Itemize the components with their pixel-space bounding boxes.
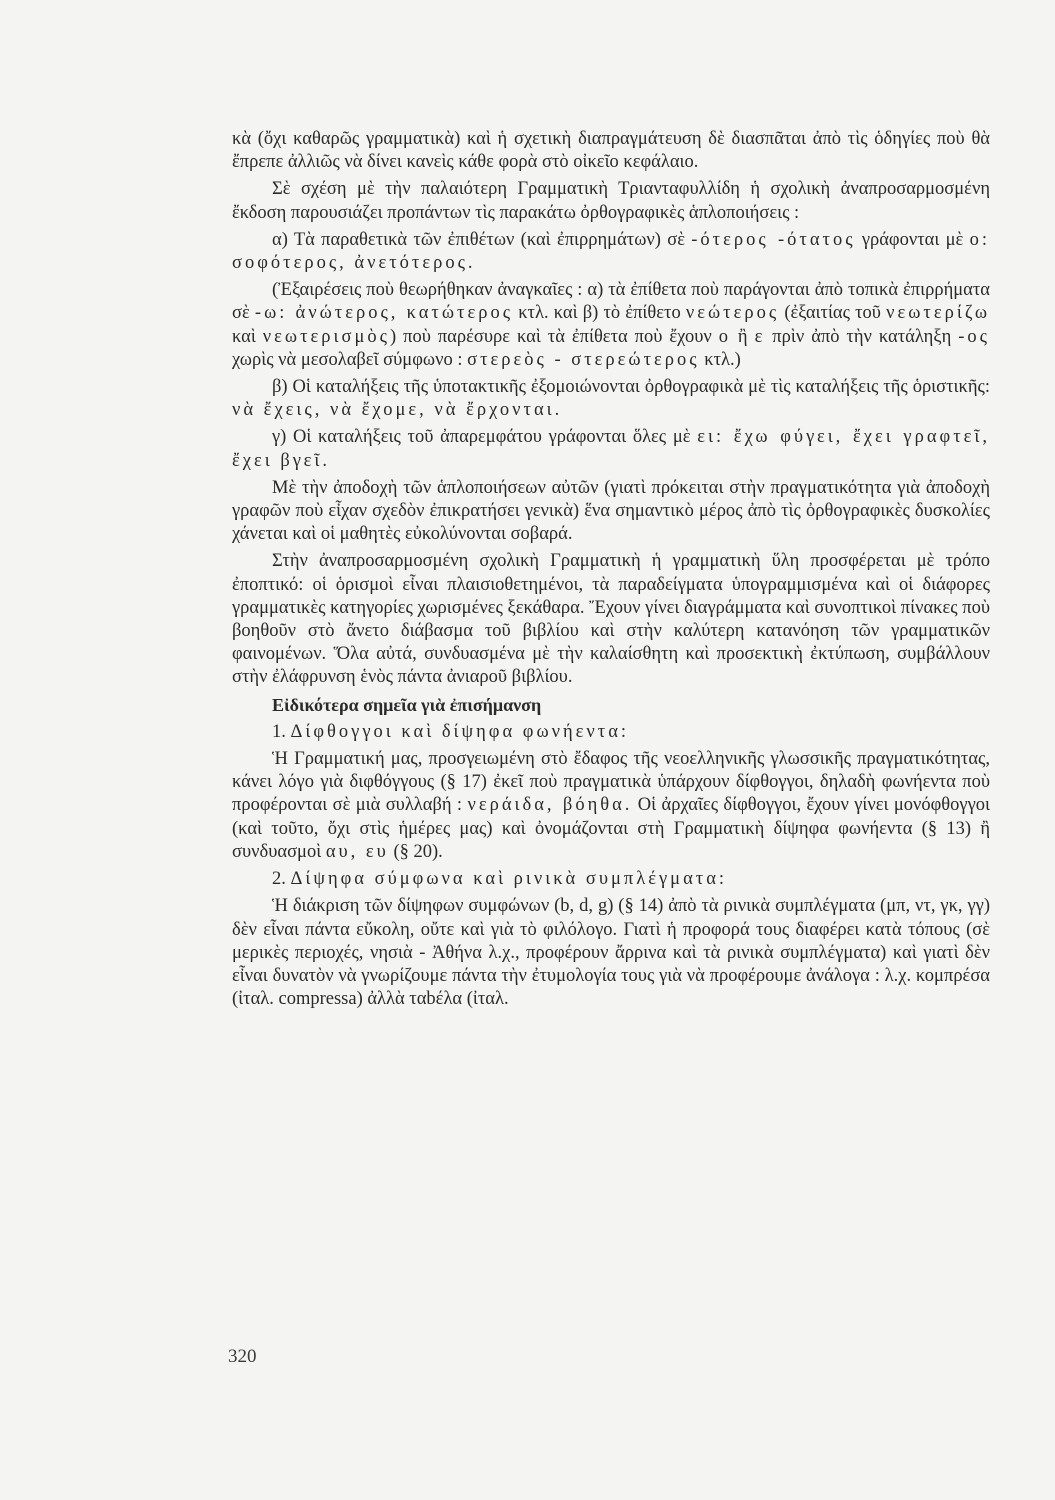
text-run: (ἐξαιτίας τοῦ bbox=[779, 303, 887, 324]
spaced-term: στερεὸς - στερεώτερος bbox=[467, 349, 700, 370]
text-run: α) Τὰ παραθετικὰ τῶν ἐπιθέτων (καὶ ἐπιρρημάτων) σὲ bbox=[272, 229, 692, 250]
subsection-number: 1. bbox=[272, 721, 291, 742]
spaced-term: νεωτερίζω bbox=[886, 303, 991, 324]
subsection-2-title bbox=[232, 868, 990, 891]
spaced-term: -ότερος -ότατος bbox=[691, 229, 856, 250]
paragraph-acceptance: Μὲ τὴν ἀποδοχὴ τῶν ἁπλοποιήσεων αὐτῶν (γιατὶ πρόκειται στὴν πραγματικότητα γιὰ ἀποδοχὴ γραφῶν ποὺ εἶχαν σχεδὸν ἐπικρατήσει γενικὰ) ἕνα σημαντικὸ μέρος ἀπὸ τὶς ὀρθογραφικὲς δυσκολίες χάνεται καὶ οἱ μαθητὲς εὐκολύνονται σοβαρά. bbox=[232, 477, 990, 545]
text-run: γράφονται μὲ bbox=[855, 229, 970, 250]
spaced-term: αυ, ευ bbox=[325, 841, 389, 862]
spaced-term: νεώτερος bbox=[685, 303, 780, 324]
text-run: β) Οἱ καταλήξεις τῆς ὑποτακτικῆς ἐξομοιώνονται ὀρθογραφικὰ μὲ τὶς καταλήξεις τῆς ὁριστικῆς: bbox=[272, 377, 990, 398]
spaced-term: νὰ ἔχεις, νὰ ἔχομε, νὰ ἔρχονται. bbox=[232, 400, 563, 421]
paragraph-intro: κὰ (ὄχι καθαρῶς γραμματικὰ) καὶ ἡ σχετικὴ διαπραγμάτευση δὲ διασπᾶται ἀπὸ τὶς ὁδηγίες ποὺ θὰ ἔπρεπε ἀλλιῶς νὰ δίνει κανεὶς κάθε φορὰ στὸ οἰκεῖο κεφάλαιο. bbox=[232, 129, 990, 173]
text-run: κτλ.) bbox=[699, 349, 741, 370]
section-heading: Εἰδικότερα σημεῖα γιὰ ἐπισήμανση bbox=[272, 694, 542, 715]
spaced-term: νεωτερισμὸς bbox=[262, 326, 390, 347]
paragraph-infinitive bbox=[232, 426, 990, 472]
paragraph-exceptions bbox=[232, 279, 990, 372]
text-run: (Ἐξαιρέσεις ποὺ θεωρήθηκαν ἀναγκαῖες : α) τὰ ἐπίθετα ποὺ παράγονται ἀπὸ τοπικὰ ἐπιρρήματα σὲ bbox=[232, 280, 990, 324]
spaced-term: ε bbox=[754, 326, 766, 347]
text-run: Οἱ ἀρχαῖες δίφθογγοι, ἔχουν γίνει μονόφθογγοι (καὶ τοῦτο, ὄχι στὶς ἡμέρες μας) καὶ ὀνομάζονται στὴ Γραμματικὴ δίψηφα φωνήεντα (§ 13) ἢ συνδυασμοὶ bbox=[232, 795, 990, 862]
paragraph-simplifications: Σὲ σχέση μὲ τὴν παλαιότερη Γραμματικὴ Τριανταφυλλίδη ἡ σχολικὴ ἀναπροσαρμοσμένη ἔκδοση παρουσιάζει προπάντων τὶς παρακάτω ὀρθογραφικὲς ἁπλοποιήσεις : bbox=[232, 179, 990, 223]
text-run: πρὶν ἀπὸ τὴν κατάληξη bbox=[765, 326, 959, 347]
text-run: χωρὶς νὰ μεσολαβεῖ σύμφωνο : bbox=[232, 349, 468, 370]
text-run: (§ 20). bbox=[388, 841, 443, 862]
spaced-term: ο bbox=[718, 326, 731, 347]
spaced-term: Δίφθογγοι καὶ δίψηφα φωνήεντα: bbox=[290, 721, 630, 742]
spaced-term: -ω: ἀνώτερος, κατώτερος bbox=[254, 303, 514, 324]
text-run: κτλ. καὶ β) τὸ ἐπίθετο bbox=[513, 303, 686, 324]
text-run: ) ποὺ παρέσυρε καὶ τὰ ἐπίθετα ποὺ ἔχουν bbox=[390, 326, 719, 347]
text-run: ἢ bbox=[730, 326, 755, 347]
paragraph-consonants: Ἡ διάκριση τῶν δίψηφων συμφώνων (b, d, g) (§ 14) ἀπὸ τὰ ρινικὰ συμπλέγματα (μπ, ντ, γκ, γγ) δὲν εἶναι πάντα εὔκολη, οὔτε καὶ γιὰ τὸ φιλόλογο. Γιατὶ ἡ προφορά τους διαφέρει κατὰ τόπους (σὲ μερικὲς περιοχές, νησιὰ - Ἀθήνα λ.χ., προφέρουν ἄρρινα καὶ τὰ ρινικὰ συμπλέγματα) καὶ γιατὶ δὲν εἶναι δυνατὸν νὰ γνωρίζουμε πάντα τὴν ἐτυμολογία τους γιὰ νὰ προφέρουμε ἀνάλογα : λ.χ. κομπρέσα (ἰταλ. compressa) ἀλλὰ ταbέλα (ἰταλ. bbox=[232, 896, 990, 1010]
paragraph-comparatives bbox=[232, 229, 990, 275]
page-number: 320 bbox=[228, 1346, 257, 1367]
paragraph-presentation: Στὴν ἀναπροσαρμοσμένη σχολικὴ Γραμματικὴ ἡ γραμματικὴ ὕλη προσφέρεται μὲ τρόπο ἐποπτικό: οἱ ὁρισμοὶ εἶναι πλαισιοθετημένοι, τὰ παραδείγματα ὑπογραμμισμένα καὶ οἱ διάφορες γραμματικὲς κατηγορίες χωρισμένες ξεκάθαρα. Ἔχουν γίνει διαγράμματα καὶ συνοπτικοὶ πίνακες ποὺ βοηθοῦν στὸ ἄνετο διάβασμα τοῦ βιβλίου καὶ στὴν καλύτερη κατανόηση τῶν γραμματικῶν φαινομένων. Ὅλα αὐτά, συνδυασμένα μὲ τὴν καλαίσθητη καὶ προσεκτικὴ ἐκτύπωση, συμβάλλουν στὴν ἐλάφρυνση ἑνὸς πάντα ἀνιαροῦ βιβλίου. bbox=[232, 551, 990, 688]
spaced-term: νεράιδα, βόηθα. bbox=[467, 795, 633, 816]
spaced-term: ει: ἔχω φύγει, ἔχει γραφτεῖ, ἔχει βγεῖ. bbox=[232, 427, 991, 471]
subsection-number: 2. bbox=[272, 869, 291, 890]
text-run: γ) Οἱ καταλήξεις τοῦ ἀπαρεμφάτου γράφονται ὅλες μὲ bbox=[272, 427, 698, 448]
spaced-term: Δίψηφα σύμφωνα καὶ ρινικὰ συμπλέγματα: bbox=[290, 869, 728, 890]
spaced-term: -ος bbox=[958, 326, 990, 347]
text-run: Ἡ Γραμματική μας, προσγειωμένη στὸ ἔδαφος τῆς νεοελληνικῆς γλωσσικῆς πραγματικότητας, κάνει λόγο γιὰ διφθόγγους (§ 17) ἐκεῖ ποὺ πραγματικὰ ὑπάρχουν δίφθογγοι, δηλαδὴ φωνήεντα ποὺ προφέρονται σὲ μιὰ συλλαβή : bbox=[232, 749, 990, 816]
subsection-1-title bbox=[232, 721, 990, 744]
text-run: καὶ bbox=[232, 326, 263, 347]
paragraph-subjunctive bbox=[232, 376, 990, 422]
paragraph-diphthongs bbox=[232, 748, 990, 864]
body-text bbox=[232, 128, 990, 1015]
spaced-term: ο: σοφότερος, ἀνετότερος. bbox=[232, 229, 990, 274]
